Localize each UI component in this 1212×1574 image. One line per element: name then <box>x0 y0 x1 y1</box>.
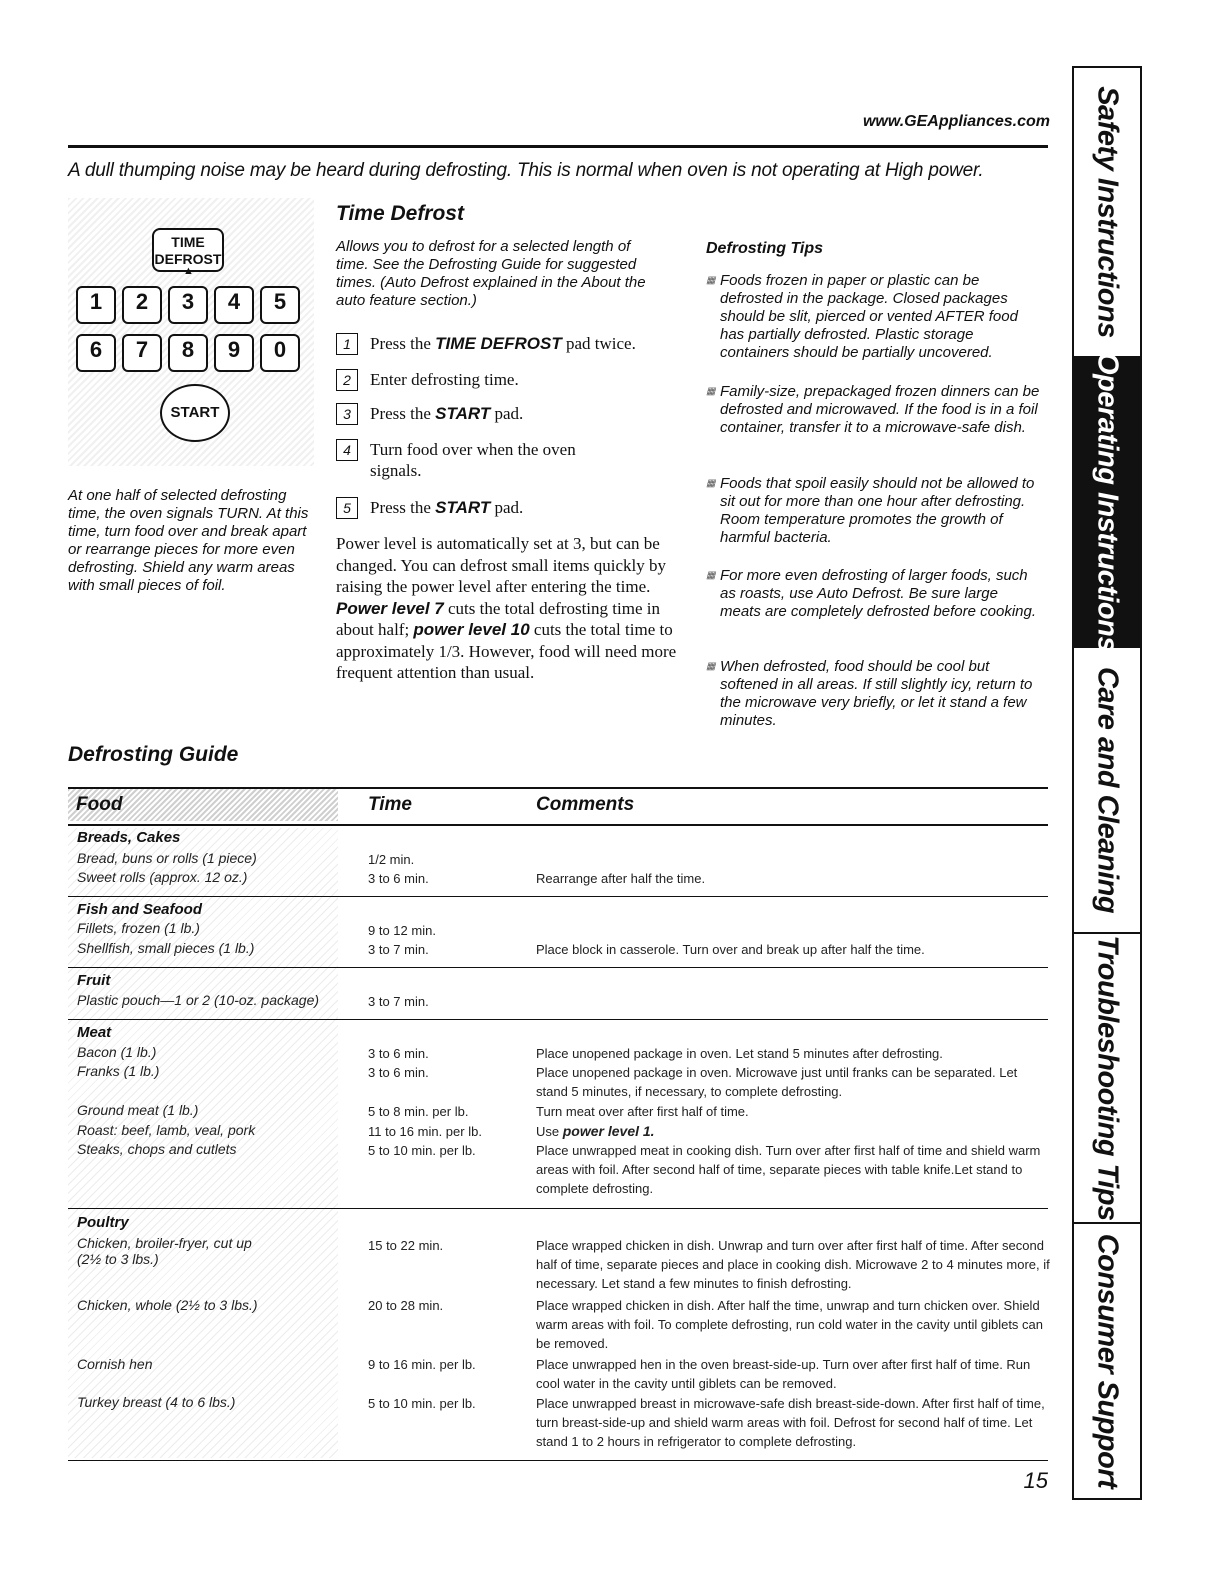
food-item: Ground meat (1 lb.) <box>77 1102 199 1118</box>
food-item: Turkey breast (4 to 6 lbs.) <box>77 1394 236 1410</box>
guide-bottom-rule <box>68 1460 1048 1461</box>
food-item: Bacon (1 lb.) <box>77 1044 157 1060</box>
start-key: START <box>160 384 230 442</box>
tab-safety-instructions[interactable] <box>1074 68 1140 358</box>
number-key-5: 5 <box>260 286 300 324</box>
category-fish-seafood: Fish and Seafood <box>77 901 203 918</box>
step-text: Turn food over when the oven signals. <box>370 440 576 480</box>
comment-text: Place unwrapped breast in microwave-safe dish breast-side-down. After first half of time, turn breast-side-up and shield warm areas with foil. Defrost for second half of time. Let stand 1 to 2 hours in refrigerator to complete defrosting. <box>536 1396 1045 1449</box>
tip-item <box>706 658 1046 730</box>
comment-text <box>536 1122 1051 1141</box>
step-key-name: TIME DEFROST <box>435 334 562 353</box>
comment-text: Place unwrapped hen in the oven breast-side-up. Turn over after first half of time. Run cool water in the cavity until giblets can be removed. <box>536 1357 1031 1391</box>
comment-text: Place wrapped chicken in dish. After half the time, unwrap and turn chicken over. Shield warm areas with foil. To complete defrosting, run cold water in the cavity until giblets can be removed. <box>536 1298 1043 1351</box>
tip-item <box>706 272 1046 362</box>
comment-text: Place block in casserole. Turn over and break up after half the time. <box>536 942 925 957</box>
bullet-icon: ▦ <box>706 386 716 397</box>
time-value: 15 to 22 min. <box>368 1238 444 1253</box>
step-text-end: pad. <box>490 404 524 423</box>
number-key-6: 6 <box>76 334 116 372</box>
tip-text: Family-size, prepackaged frozen dinners can be defrosted and microwaved. If the food is in a foil container, transfer it to a microwave-safe dish. <box>720 383 1040 436</box>
power-text-2: cuts the total defrosting time in about half; <box>336 598 660 639</box>
step-number: 4 <box>336 439 358 461</box>
tab-consumer-support[interactable] <box>1074 1224 1140 1498</box>
power-level-7: Power level 7 <box>336 598 444 618</box>
tip-item <box>706 567 1046 621</box>
bullet-icon: ▦ <box>706 570 716 581</box>
tab-label: Safety Instructions <box>1091 86 1124 338</box>
time-value: 5 to 8 min. per lb. <box>368 1104 469 1119</box>
tip-text: Foods frozen in paper or plastic can be defrosted in the package. Closed packages should be slit, pierced or vented AFTER food has partially defrosted. Plastic storage containers should be partially uncovered. <box>720 272 1018 361</box>
tip-item <box>706 383 1046 437</box>
number-key-4: 4 <box>214 286 254 324</box>
time-value: 9 to 16 min. per lb. <box>368 1357 476 1372</box>
tab-label: Operating Instructions <box>1091 352 1124 652</box>
category-fruit: Fruit <box>77 972 111 989</box>
comment-text-plain: Use <box>536 1124 563 1139</box>
step-key-name: START <box>435 404 491 423</box>
power-level-paragraph <box>336 533 681 684</box>
tip-text: When defrosted, food should be cool but softened in all areas. If still slightly icy, return to the microwave very briefly, or let it stand a few minutes. <box>720 658 1033 729</box>
time-defrost-heading: Time Defrost <box>336 202 464 225</box>
number-key-1: 1 <box>76 286 116 324</box>
step-key-name: START <box>435 498 491 517</box>
food-item: Bread, buns or rolls (1 piece) <box>77 850 257 866</box>
tab-label: Care and Cleaning <box>1091 666 1124 914</box>
number-key-7: 7 <box>122 334 162 372</box>
tab-operating-instructions[interactable] <box>1074 352 1140 652</box>
comment-power-level: power level 1. <box>562 1123 655 1139</box>
step-1 <box>336 333 666 355</box>
power-level-10: power level 10 <box>413 620 530 639</box>
section-rule <box>68 896 1048 897</box>
col-header-time: Time <box>368 794 413 815</box>
number-key-9: 9 <box>214 334 254 372</box>
time-value: 1/2 min. <box>368 852 415 867</box>
bullet-icon: ▦ <box>706 661 716 672</box>
food-item: Chicken, broiler-fryer, cut up (2½ to 3 lbs.) <box>77 1235 252 1267</box>
step-text: Press the <box>370 404 436 423</box>
header-bottom-rule <box>68 824 1048 826</box>
step-4 <box>336 439 666 481</box>
food-item: Roast: beef, lamb, veal, pork <box>77 1122 256 1138</box>
time-value: 11 to 16 min. per lb. <box>368 1124 482 1139</box>
number-key-8: 8 <box>168 334 208 372</box>
food-item: Cornish hen <box>77 1356 153 1372</box>
step-text: Enter defrosting time. <box>370 370 519 389</box>
time-value: 3 to 7 min. <box>368 942 429 957</box>
comment-text: Turn meat over after first half of time. <box>536 1104 749 1119</box>
time-defrost-key-line1: TIME <box>171 234 205 250</box>
section-rule <box>68 967 1048 968</box>
food-item: Fillets, frozen (1 lb.) <box>77 920 200 936</box>
time-defrost-intro: Allows you to defrost for a selected length of time. See the Defrosting Guide for suggested times. (Auto Defrost explained in the About the auto feature section.) <box>336 238 646 309</box>
tip-text: Foods that spoil easily should not be allowed to sit out for more than one hour after defrosting. Room temperature promotes the growth of harmful bacteria. <box>720 475 1035 546</box>
time-defrost-key-line2: DEFROST <box>154 251 222 267</box>
number-key-0: 0 <box>260 334 300 372</box>
step-2 <box>336 369 666 391</box>
time-value: 5 to 10 min. per lb. <box>368 1396 476 1411</box>
keypad-caption: At one half of selected defrosting time, the oven signals TURN. At this time, turn food over and break apart or rearrange pieces for more even defrosting. Shield any warm areas with small pieces of foil. <box>68 487 309 594</box>
step-text: Press the <box>370 498 436 517</box>
time-value: 5 to 10 min. per lb. <box>368 1143 476 1158</box>
food-item: Plastic pouch—1 or 2 (10-oz. package) <box>77 992 320 1008</box>
section-rule <box>68 1208 1048 1209</box>
tab-troubleshooting-tips[interactable] <box>1074 934 1140 1224</box>
number-key-2: 2 <box>122 286 162 324</box>
number-key-3: 3 <box>168 286 208 324</box>
page-number: 15 <box>1023 1468 1048 1493</box>
comment-text: Place wrapped chicken in dish. Unwrap and turn over after first half of time. After second half of time, separate pieces and place in cooking dish. Microwave 2 to 4 minutes more, if necessary. Let stand a few minutes to finish defrosting. <box>536 1238 1050 1291</box>
bullet-icon: ▦ <box>706 478 716 489</box>
col-header-comments: Comments <box>536 794 635 815</box>
step-number: 2 <box>336 369 358 391</box>
step-text-end: pad twice. <box>561 334 636 353</box>
food-item: Franks (1 lb.) <box>77 1063 160 1079</box>
time-value: 9 to 12 min. <box>368 923 436 938</box>
category-meat: Meat <box>77 1024 112 1041</box>
time-value: 20 to 28 min. <box>368 1298 444 1313</box>
tab-label: Troubleshooting Tips <box>1091 935 1124 1221</box>
step-number: 1 <box>336 333 358 355</box>
category-breads-cakes: Breads, Cakes <box>77 829 181 846</box>
step-number: 3 <box>336 403 358 425</box>
step-text-end: pad. <box>490 498 524 517</box>
category-poultry: Poultry <box>77 1214 129 1231</box>
power-text-1: Power level is automatically set at 3, but can be changed. You can defrost small items quickly by raising the power level after entering the time. <box>336 534 667 596</box>
time-value: 3 to 6 min. <box>368 1065 429 1080</box>
step-number: 5 <box>336 497 358 519</box>
food-item: Sweet rolls (approx. 12 oz.) <box>77 869 248 885</box>
food-item: Shellfish, small pieces (1 lb.) <box>77 940 255 956</box>
comment-text: Rearrange after half the time. <box>536 871 706 886</box>
header-rule <box>68 145 1048 148</box>
step-5 <box>336 497 666 519</box>
website-url: www.GEAppliances.com <box>862 113 1050 130</box>
tab-care-and-cleaning[interactable] <box>1074 648 1140 934</box>
step-3 <box>336 403 666 425</box>
comment-text: Place unopened package in oven. Let stand 5 minutes after defrosting. <box>536 1046 943 1061</box>
time-value: 3 to 6 min. <box>368 871 429 886</box>
step-text: Press the <box>370 334 436 353</box>
col-header-food: Food <box>76 794 123 815</box>
food-item: Steaks, chops and cutlets <box>77 1141 237 1157</box>
section-rule <box>68 1019 1048 1020</box>
noise-note: A dull thumping noise may be heard during defrosting. This is normal when oven is not operating at High power. <box>68 160 984 181</box>
section-tabs <box>1072 66 1142 1500</box>
triangle-up-icon: ▲ <box>183 265 194 277</box>
power-text-3: cuts the total time to approximately 1/3. However, food will need more frequent attention than usual. <box>336 620 677 682</box>
food-item: Chicken, whole (2½ to 3 lbs.) <box>77 1297 258 1313</box>
comment-text: Place unopened package in oven. Microwave just until franks can be separated. Let stand 5 minutes, if necessary, to complete defrosting. <box>536 1065 1018 1099</box>
defrosting-guide-heading: Defrosting Guide <box>68 743 239 766</box>
bullet-icon: ▦ <box>706 275 716 286</box>
comment-text: Place unwrapped meat in cooking dish. Turn over after first half of time and shield warm areas with foil. After second half of time, separate pieces with table knife.Let stand to complete defrosting. <box>536 1143 1041 1196</box>
time-value: 3 to 6 min. <box>368 1046 429 1061</box>
time-value: 3 to 7 min. <box>368 994 429 1009</box>
tab-label: Consumer Support <box>1091 1233 1124 1489</box>
tip-text: For more even defrosting of larger foods, such as roasts, use Auto Defrost. Be sure large meats are completely defrosted before cooking. <box>720 567 1037 620</box>
defrosting-tips-heading: Defrosting Tips <box>706 240 824 257</box>
tip-item <box>706 475 1046 547</box>
